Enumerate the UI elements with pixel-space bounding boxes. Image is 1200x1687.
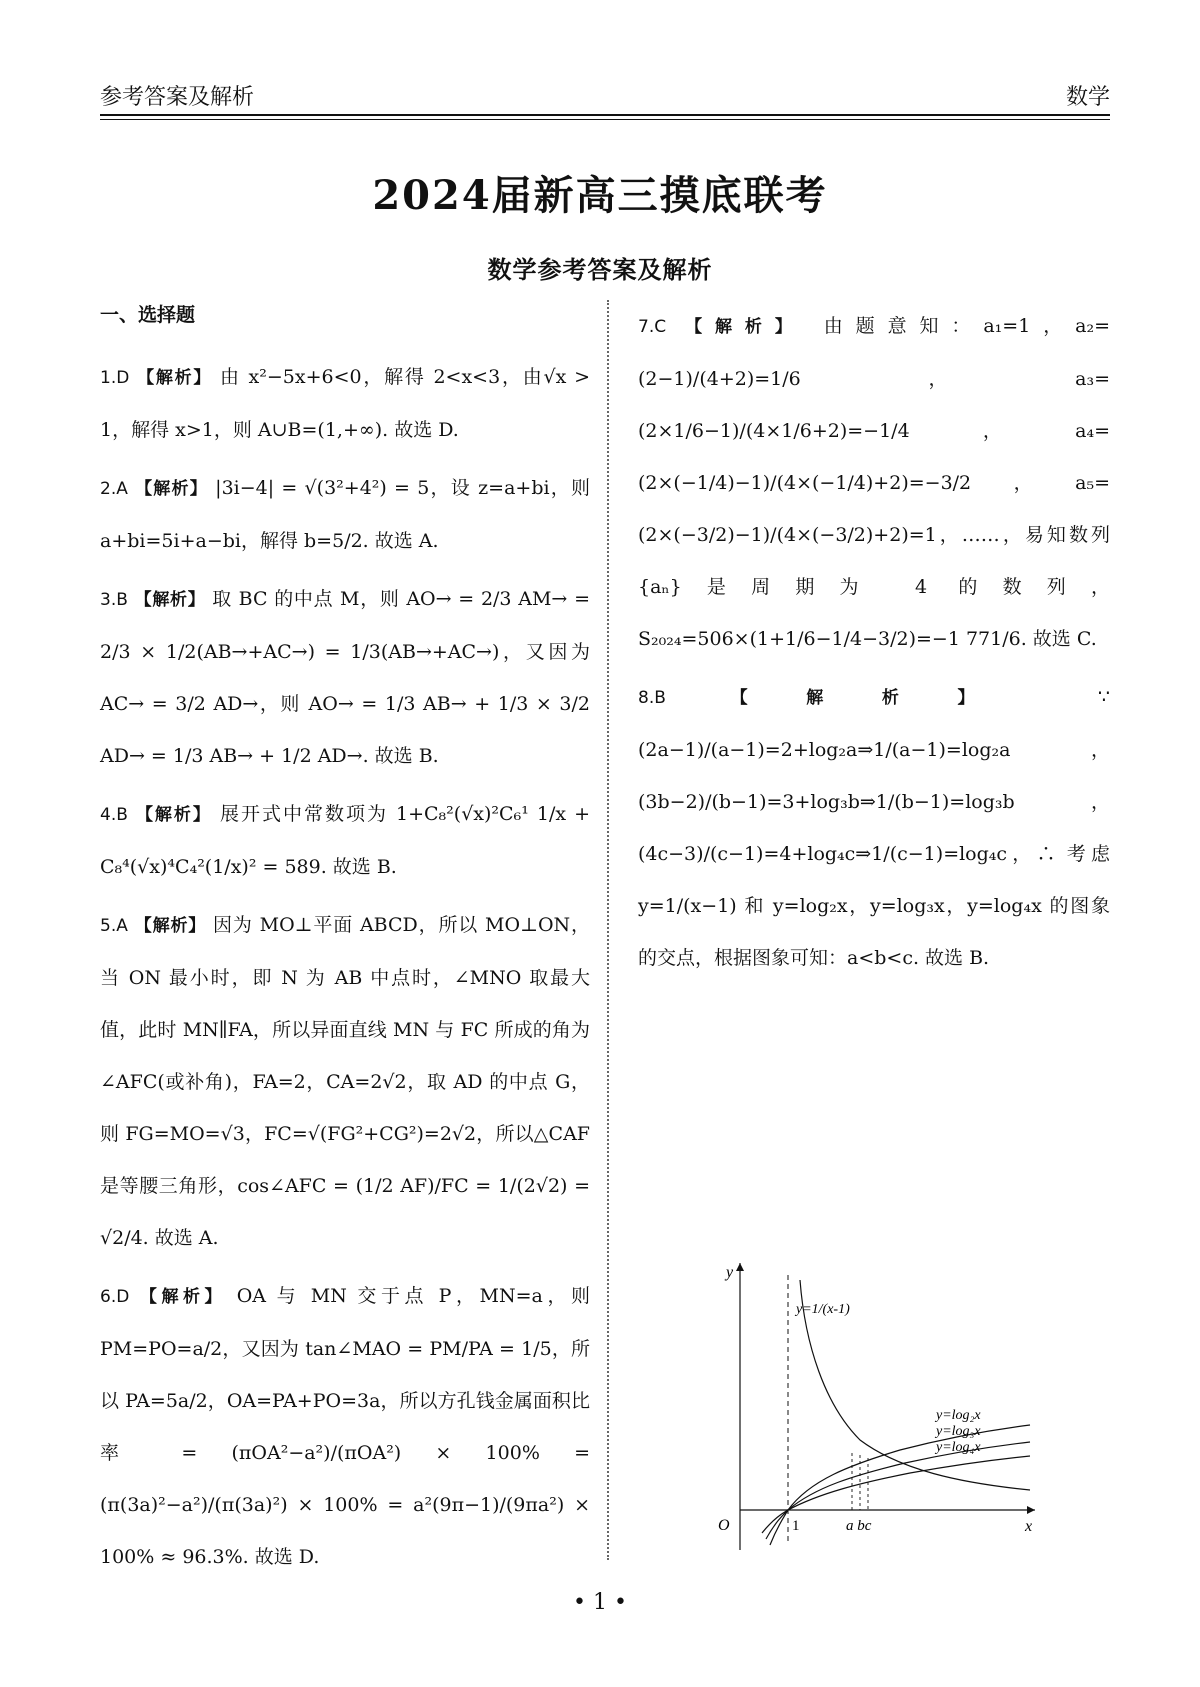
question-text: |3i−4| = √(3²+4²) = 5，设 z=a+bi，则 a+bi=5i+a−bi，解得 b=5/2. 故选 A. bbox=[100, 477, 590, 552]
question-number: 2.A bbox=[100, 479, 128, 499]
question-4 bbox=[100, 788, 590, 893]
question-number: 4.B bbox=[100, 805, 128, 825]
header-right-text: 数学 bbox=[1065, 85, 1110, 110]
label-log4: y=log₄x bbox=[936, 1440, 981, 1455]
page-header bbox=[100, 74, 1110, 114]
question-number: 6.D bbox=[100, 1287, 130, 1307]
question-number: 5.A bbox=[100, 916, 128, 936]
page-subtitle: 数学参考答案及解析 bbox=[487, 255, 713, 284]
question-text: 展开式中常数项为 1+C₈²(√x)²C₆¹ 1/x + C₈⁴(√x)⁴C₄²(1/x)² = 589. 故选 B. bbox=[100, 803, 591, 878]
origin-label: O bbox=[718, 1517, 730, 1534]
question-3 bbox=[100, 573, 590, 782]
question-number: 8.B bbox=[638, 688, 666, 708]
question-text: 取 BC 的中点 M，则 AO→ = 2/3 AM→ = 2/3 × 1/2(AB→+AC→) = 1/3(AB→+AC→)，又因为 AC→ = 3/2 AD→，则 AO→ = 1/3 AB→ + 1/3 × 3/2 AD→ = 1/3 AB→ + 1/2 AD→. 故选 B. bbox=[100, 588, 591, 767]
y-axis-label: y bbox=[726, 1264, 734, 1281]
analysis-tag: 【解析】 bbox=[730, 688, 1034, 708]
right-column bbox=[638, 300, 1110, 990]
column-divider bbox=[607, 300, 609, 1560]
question-6 bbox=[100, 1270, 590, 1583]
analysis-tag: 【解析】 bbox=[135, 479, 208, 499]
analysis-tag: 【解析】 bbox=[135, 805, 212, 825]
left-column bbox=[100, 300, 590, 1589]
question-7 bbox=[638, 300, 1110, 665]
analysis-tag: 【解析】 bbox=[139, 1287, 227, 1307]
question-2 bbox=[100, 462, 590, 567]
curve-log3 bbox=[766, 1442, 1033, 1539]
question-number: 7.C bbox=[638, 317, 667, 337]
function-graph bbox=[700, 1255, 1040, 1555]
x-axis-arrow-icon bbox=[1027, 1506, 1035, 1514]
page-title: 2024届新高三摸底联考 bbox=[372, 172, 828, 219]
label-log3: y=log₃x bbox=[936, 1424, 981, 1439]
question-text: 因为 MO⊥平面 ABCD，所以 MO⊥ON，当 ON 最小时，即 N 为 AB 中点时，∠MNO 取最大值，此时 MN∥FA，所以异面直线 MN 与 FC 所成的角为∠AFC(或补角)，FA=2，CA=2√2，取 AD 的中点 G，则 FG=MO=√3，FC=√(FG²+CG²)=2√2，所以△CAF 是等腰三角形，cos∠AFC = (1/2 AF)/FC = 1/(2√2) = √2/4. 故选 A. bbox=[100, 914, 590, 1249]
one-label: 1 bbox=[792, 1518, 800, 1534]
question-number: 1.D bbox=[100, 368, 130, 388]
section-heading: 一、选择题 bbox=[100, 304, 196, 326]
question-text: 由 x²−5x+6<0，解得 2<x<3，由√x > 1，解得 x>1，则 A∪B=(1,+∞). 故选 D. bbox=[100, 366, 591, 441]
header-left-text: 参考答案及解析 bbox=[100, 85, 255, 110]
question-text: OA 与 MN 交于点 P，MN=a，则 PM=PO=a/2，又因为 tan∠MAO = PM/PA = 1/5，所以 PA=5a/2，OA=PA+PO=3a，所以方孔钱金属面积比率 = (πOA²−a²)/(πOA²) × 100% = (π(3a)²−a²)/(π(3a)²) × 100% = a²(9π−1)/(9πa²) × 100% ≈ 96.3%. 故选 D. bbox=[100, 1285, 590, 1568]
question-8 bbox=[638, 671, 1110, 984]
label-log2: y=log₂x bbox=[936, 1408, 981, 1423]
header-rule-thick bbox=[100, 114, 1110, 116]
question-5 bbox=[100, 899, 590, 1264]
y-axis-arrow-icon bbox=[736, 1263, 744, 1271]
label-reciprocal: y=1/(x-1) bbox=[796, 1302, 850, 1317]
x-axis-label: x bbox=[1025, 1518, 1033, 1535]
page-number: • 1 • bbox=[573, 1590, 627, 1615]
question-1 bbox=[100, 351, 590, 456]
analysis-tag: 【解析】 bbox=[134, 916, 207, 936]
question-text: 由题意知：a₁=1，a₂=(2−1)/(4+2)=1/6，a₃=(2×1/6−1)/(4×1/6+2)=−1/4，a₄=(2×(−1/4)−1)/(4×(−1/4)+2)=−3/2，a₅=(2×(−3/2)−1)/(4×(−3/2)+2)=1，……，易知数列{aₙ}是周期为 4 的数列，S₂₀₂₄=506×(1+1/6−1/4−3/2)=−1 771/6. 故选 C. bbox=[638, 315, 1110, 650]
header-rule-thin bbox=[100, 119, 1110, 120]
abc-label: a bc bbox=[846, 1518, 872, 1534]
analysis-tag: 【解析】 bbox=[134, 590, 206, 610]
question-text: ∵ (2a−1)/(a−1)=2+log₂a⇒1/(a−1)=log₂a，(3b−2)/(b−1)=3+log₃b⇒1/(b−1)=log₃b，(4c−3)/(c−1)=4+log₄c⇒1/(c−1)=log₄c，∴ 考虑 y=1/(x−1) 和 y=log₂x，y=log₃x，y=log₄x 的图象的交点，根据图象可知：a<b<c. 故选 B. bbox=[638, 686, 1111, 969]
analysis-tag: 【解析】 bbox=[137, 368, 213, 388]
question-number: 3.B bbox=[100, 590, 128, 610]
analysis-tag: 【解析】 bbox=[685, 317, 805, 337]
